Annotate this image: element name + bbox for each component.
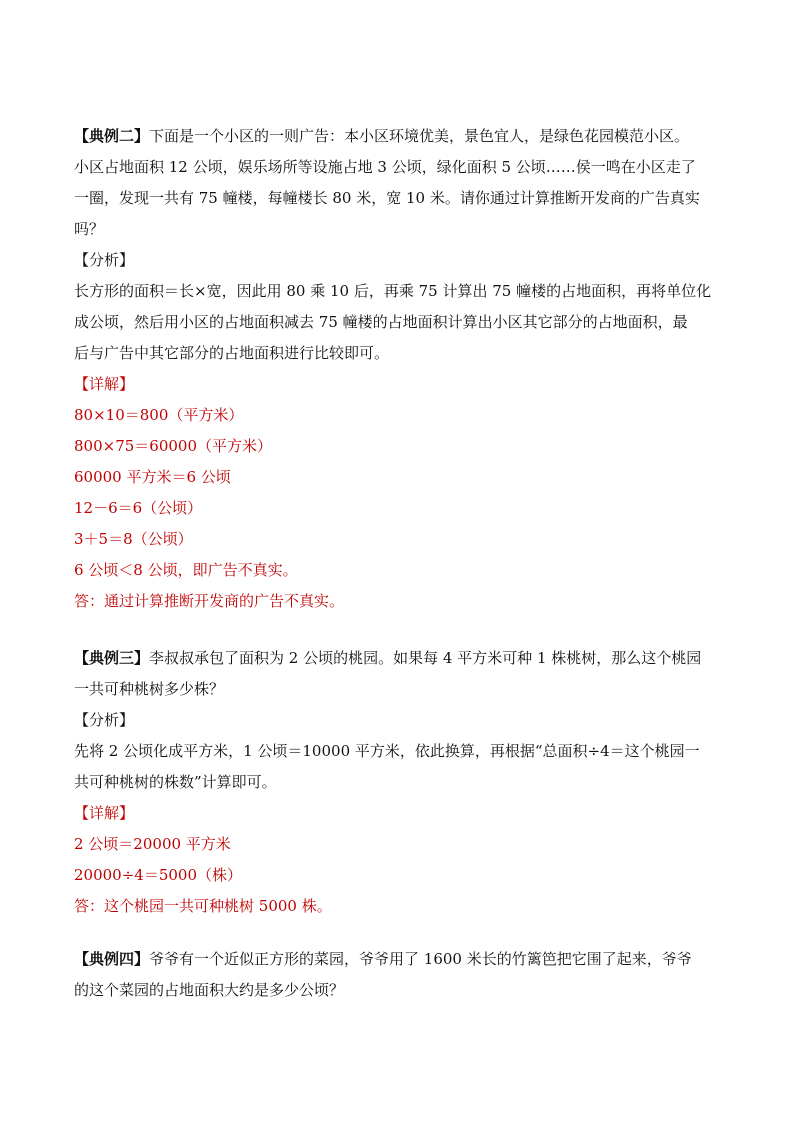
section-spacer [74,922,730,944]
example-3-analysis-line-2: 共可种桃树的株数”计算即可。 [74,773,277,791]
example-2-answer: 答：通过计算推断开发商的广告不真实。 [74,592,345,610]
example-2 [74,121,730,617]
example-2-detail-line-6: 6 公顷＜8 公顷，即广告不真实。 [74,561,298,579]
section-spacer [74,617,730,643]
example-3-detail-line-1: 2 公顷＝20000 平方米 [74,835,231,853]
example-3-detail-line-2: 20000÷4＝5000（株） [74,866,243,884]
example-3-question-line-2: 一共可种桃树多少株？ [74,680,225,698]
example-3-answer: 答：这个桃园一共可种桃树 5000 株。 [74,897,332,915]
example-4-question-line-2: 的这个菜园的占地面积大约是多少公顷？ [74,981,345,999]
example-4-question-text-1: 爷爷有一个近似正方形的菜园，爷爷用了 1600 米长的竹篱笆把它围了起来，爷爷 [149,950,692,968]
example-2-detail-line-4: 12－6＝6（公顷） [74,499,203,517]
example-3-detail-heading: 【详解】 [74,804,135,822]
example-2-detail-line-5: 3＋5＝8（公顷） [74,530,193,548]
example-4-question-line-1 [74,944,730,975]
example-2-analysis-line-3: 后与广告中其它部分的占地面积进行比较即可。 [74,344,390,362]
example-2-detail-heading: 【详解】 [74,375,135,393]
example-3-tag: 【典例三】 [74,649,150,667]
example-4 [74,944,730,1006]
example-4-tag: 【典例四】 [74,950,150,968]
example-3 [74,643,730,922]
example-2-detail-line-1: 80×10＝800（平方米） [74,406,244,424]
example-2-tag: 【典例二】 [74,127,150,145]
example-2-question-line-3: 一圈，发现一共有 75 幢楼，每幢楼长 80 米，宽 10 米。请你通过计算推断开发商的广告真实 [74,189,700,207]
example-2-question-line-4: 吗？ [74,220,105,238]
example-2-analysis-heading: 【分析】 [74,251,135,269]
example-2-detail-line-3: 60000 平方米＝6 公顷 [74,468,231,486]
example-2-question-text-1: 下面是一个小区的一则广告：本小区环境优美，景色宜人，是绿色花园模范小区。 [149,127,690,145]
example-3-question-text-1: 李叔叔承包了面积为 2 公顷的桃园。如果每 4 平方米可种 1 株桃树，那么这个桃园 [149,649,702,667]
example-2-analysis-line-2: 成公顷，然后用小区的占地面积减去 75 幢楼的占地面积计算出小区其它部分的占地面积，最 [74,313,688,331]
example-2-analysis-line-1: 长方形的面积＝长×宽，因此用 80 乘 10 后，再乘 75 计算出 75 幢楼的占地面积，再将单位化 [74,282,712,300]
example-3-analysis-line-1: 先将 2 公顷化成平方米，1 公顷＝10000 平方米，依此换算，再根据“总面积÷4＝这个桃园一 [74,742,700,760]
example-3-analysis-heading: 【分析】 [74,711,135,729]
document-page [74,121,730,1006]
example-2-detail-line-2: 800×75＝60000（平方米） [74,437,273,455]
example-2-question-line-1 [74,121,730,152]
example-3-question-line-1 [74,643,730,674]
example-2-question-line-2: 小区占地面积 12 公顷，娱乐场所等设施占地 3 公顷，绿化面积 5 公顷……侯一鸣在小区走了 [74,158,696,176]
